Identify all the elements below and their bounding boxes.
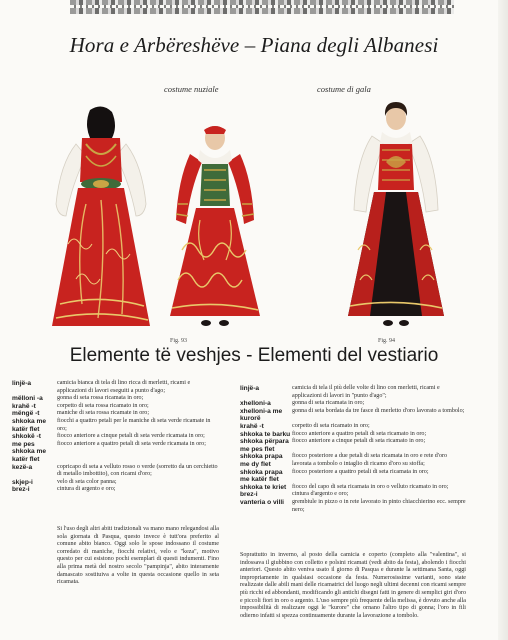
glossary-row <box>240 423 468 431</box>
glossary-definition: fiocco anteriore a quattro petali di seta ricamato in oro; <box>292 430 427 437</box>
glossary-term: shkoka te kriet <box>240 483 287 491</box>
paragraph-wedding-costume-notes: Si l'uso degli altri abiti tradizionali va mano mano relegandosi alla sola giornata di Pasqua, questo invece è tutt'ora preferito al comune abito bianco. Oggi solo le spose indossano il costume corredato di maniche, fiocchi relativi, velo e "keza", motivo questo per cui esistono pochi esemplari di questi indumenti. Fino alla prima metà del nostro secolo "pampinja", abito interamente damascato sostituiva a volte in questa occasione quello in seta ricamata. <box>57 526 219 586</box>
glossary-definition: fiocco anteriore a quattro petali di seta verde ricamata in oro; <box>57 440 206 447</box>
glossary-definition: gonna di seta bordata da tre fasce di merletto d'oro lavorato a tombolo; <box>292 407 465 414</box>
glossary-row <box>240 400 468 408</box>
caption-costume-nuziale: costume nuziale <box>164 84 219 94</box>
glossary-row <box>240 438 468 453</box>
glossary-definition: maniche di seta rossa ricamate in oro; <box>57 410 150 417</box>
glossary-term: linjë-a <box>12 380 32 387</box>
glossary-term: linjë-a <box>240 385 260 392</box>
glossary-definition: copricapo di seta a velluto rosso o verde (sorretto da un cerchietto di metallo imbottito), con ricami d'oro; <box>57 463 218 478</box>
paragraph-gala-costume-notes: Soprattutto in inverno, al posto della camicia e coperto (completo alla "valentina", si indossava il giubbino con colletto e polsini ricamati (vedi abito da festa), abolendo i fiocchi anteriori. Questo abito veniva usato il giorno di Pasqua e durante la settimana Santa, oggi impropriamente in qualsiasi occasione da festa. Numerosissime varianti, sono state realizzate dalle abili mani delle ricamatrici del luogo negli ultimi decenni con ricami sempre più ricchi ed abbondanti, modificando gli antichi disegni fatti in genere di semplici giri d'oro e piccoli fiori in oro o argento. L'uso sempre più frequente della melissa, è dovuto anche alla impossibilità di realizzare oggi le "kurore" che ornano l'altro tipo di gonna; l'oro in fili odierno infatti si spezza continuamente durante la lavorazione a tombolo. <box>240 552 466 619</box>
glossary-term: shkokë -t <box>12 433 41 441</box>
glossary-row <box>12 418 220 433</box>
glossary-term: brez-i <box>12 486 30 494</box>
glossary-definition: gonna di seta rossa ricamata in oro; <box>57 395 144 402</box>
glossary-definition: fiocco anteriore a cinque petali di seta verde ricamata in oro; <box>57 433 205 440</box>
glossary-definition: corpetto di seta rossa ricamato in oro; <box>57 402 149 409</box>
page-title: Hora e Arbëreshëve – Piana degli Albanesi <box>69 33 439 57</box>
glossary-term: shkoka prapa me katër flet <box>240 468 283 484</box>
glossary-definition: grembiule in pizzo o in rete lavorato in pinto chiacchierino ecc. sempre nero; <box>292 498 466 513</box>
glossary-definition: fiocco posteriore a quattro petali di seta ricamata in oro; <box>292 468 429 475</box>
glossary-definition: camicia bianca di tela di lino ricca di merletti, ricami e applicazioni di lavori eseguiti a punto d'ago; <box>57 380 191 394</box>
glossary-term: xhelloni-a me kurorë <box>240 407 283 423</box>
glossary-term: vanteria o villi <box>240 498 284 506</box>
page-edge-shadow <box>498 0 508 640</box>
glossary-term: xhelloni-a <box>240 400 271 408</box>
glossary-definition: cintura di argento e oro; <box>57 486 116 493</box>
glossary-row <box>240 491 468 499</box>
glossary-row <box>12 433 220 441</box>
glossary-term: skjep-i <box>12 478 33 486</box>
glossary-term: krahë -t <box>12 402 36 410</box>
glossary-row <box>240 469 468 484</box>
figure-wedding-costume-front <box>160 120 270 330</box>
caption-costume-di-gala: costume di gala <box>317 84 371 94</box>
glossary-row <box>12 410 220 418</box>
glossary-row <box>12 464 220 479</box>
glossary-term: mëlloni -a <box>12 395 43 403</box>
glossary-term: shkoka me katër flet <box>12 417 47 433</box>
glossary-gala-costume <box>240 385 468 514</box>
glossary-definition: fiocco del capo di seta ricamata in oro o velluto ricamato in oro; <box>292 483 449 490</box>
glossary-wedding-costume <box>12 380 220 494</box>
glossary-row <box>240 484 468 492</box>
glossary-definition: cintura d'argento e oro; <box>292 491 349 498</box>
glossary-term: shkoka prapa me dy flet <box>240 453 283 468</box>
glossary-definition: corpetto di seta ricamato in oro; <box>292 422 370 429</box>
glossary-term: shkoka përpara me pes flet <box>240 438 289 453</box>
glossary-definition: gonna di seta ricamata in oro; <box>292 400 365 407</box>
glossary-row <box>240 385 468 400</box>
section-title: Elemente të veshjes - Elementi del vestiario <box>69 345 439 366</box>
glossary-row <box>240 408 468 423</box>
glossary-row <box>12 403 220 411</box>
glossary-row <box>12 395 220 403</box>
glossary-term: me pes shkoka me katër flet <box>12 440 47 463</box>
glossary-term: shkoka te barku <box>240 430 291 438</box>
figure-label-94: Fig. 94 <box>378 338 396 344</box>
decorative-top-border <box>70 0 454 14</box>
glossary-definition: fiocco posteriore a due petali di seta ricamata in oro e rete d'oro lavorata a tombolo o intaglio di ricamo d'oro su stoffa; <box>292 453 448 467</box>
glossary-row <box>12 486 220 494</box>
glossary-definition: fiocco anteriore a cinque petali di seta ricamato in oro; <box>292 438 426 445</box>
glossary-term: kezë-a <box>12 463 33 471</box>
glossary-row <box>12 380 220 395</box>
glossary-definition: fiocchi a quattro petali per le maniche di seta verde ricamate in oro; <box>57 417 211 432</box>
figure-label-93: Fig. 93 <box>170 338 188 344</box>
glossary-row <box>240 453 468 468</box>
figure-wedding-costume-back <box>46 104 156 334</box>
glossary-row <box>240 499 468 514</box>
glossary-definition: velo di seta color panna; <box>57 478 117 485</box>
figure-gala-costume <box>340 100 452 330</box>
glossary-term: krahë -t <box>240 422 264 430</box>
glossary-term: mëngë -t <box>12 410 40 418</box>
glossary-row <box>12 441 220 464</box>
glossary-definition: camicia di tela il più delle volte di lino con merletti, ricami e applicazioni di lavori in "punto d'ago"; <box>292 385 440 399</box>
glossary-row <box>12 479 220 487</box>
glossary-term: brez-i <box>240 491 258 499</box>
